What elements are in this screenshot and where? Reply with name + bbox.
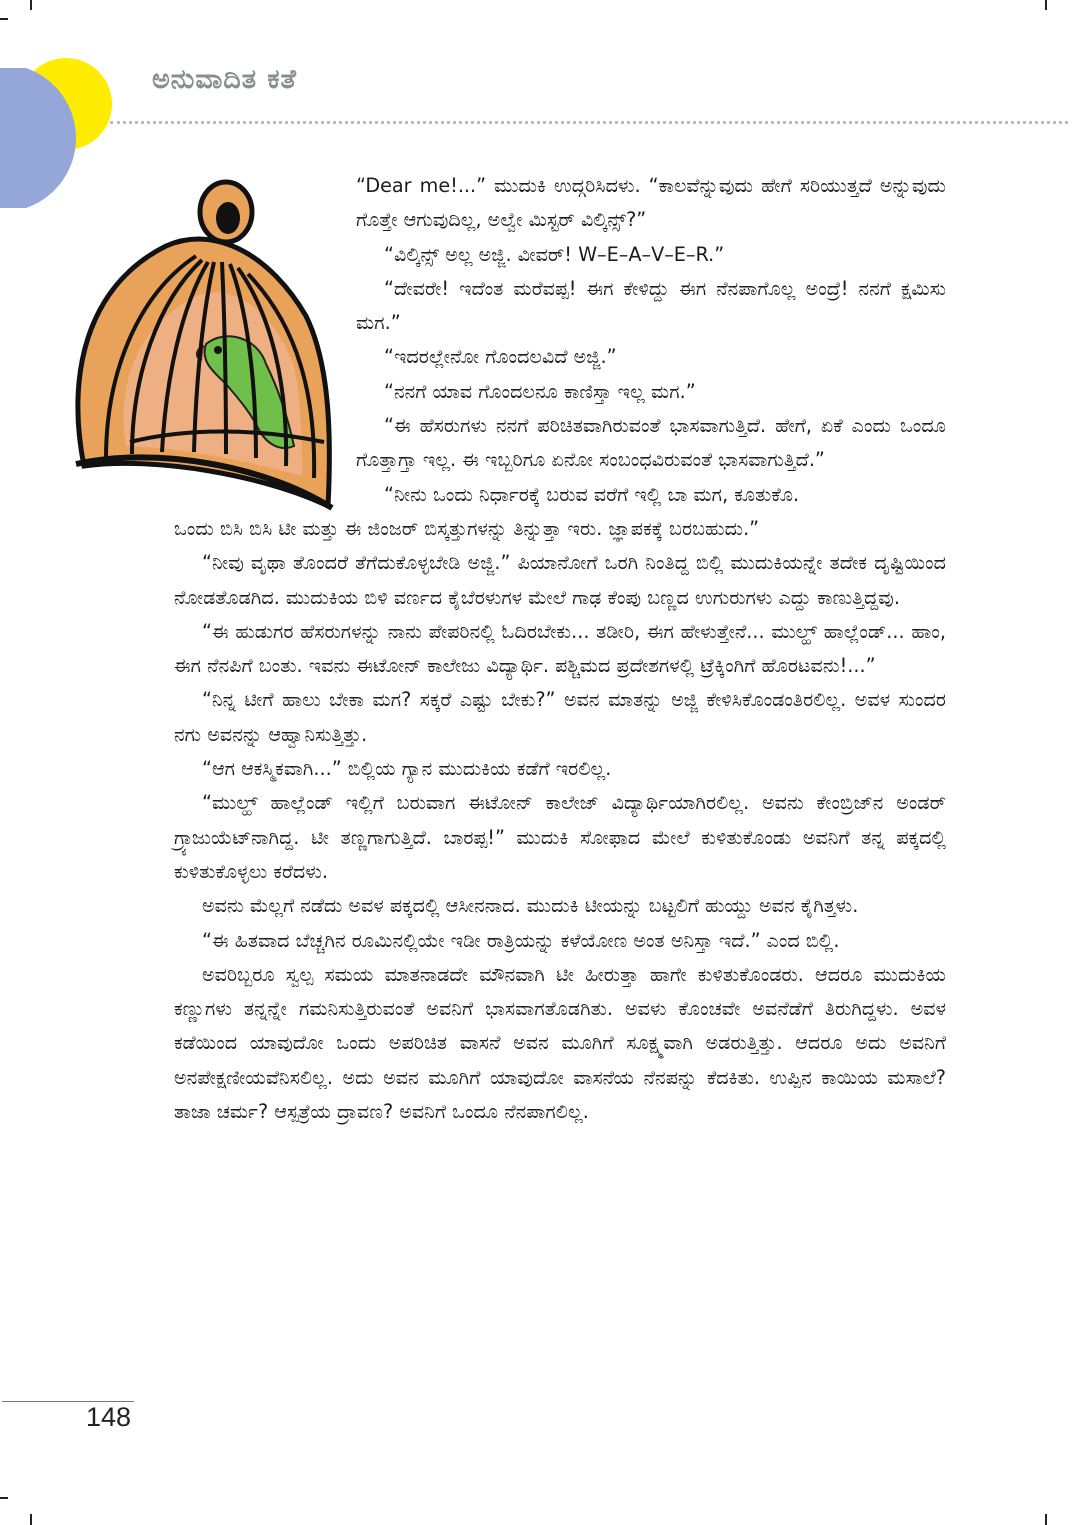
page-number: 148 [86, 1402, 132, 1432]
crop-mark [30, 0, 32, 10]
story-text [174, 169, 946, 1129]
paragraph: “ವಿಲ್ಕಿನ್ಸ್ ಅಲ್ಲ ಅಜ್ಜಿ. ವೀವರ್! W–E–A–V–E–R.” [384, 242, 725, 266]
paragraph: “ಇದರಲ್ಲೇನೋ ಗೊಂದಲವಿದೆ ಅಜ್ಜಿ.” [384, 345, 617, 369]
crop-mark [30, 1514, 32, 1525]
paragraph: “Dear me!...” ಮುದುಕಿ ಉದ್ಗರಿಸಿದಳು. “ಕಾಲವೆನ್ನುವುದು ಹೇಗೆ ಸರಿಯುತ್ತದೆ ಅನ್ನುವುದು ಗೊತ್ತೇ ಆಗುವುದಿಲ್ಲ, ಅಲ್ವೇ ಮಿಸ್ಟರ್ ವಿಲ್ಕಿನ್ಸ್?” [356, 174, 946, 232]
paragraph: “ನೀವು ವೃಥಾ ತೊಂದರೆ ತೆಗೆದುಕೊಳ್ಳಬೇಡಿ ಅಜ್ಜಿ.” ಪಿಯಾನೋಗೆ ಒರಗಿ ನಿಂತಿದ್ದ ಬಿಲ್ಲಿ ಮುದುಕಿಯನ್ನೇ ತದೇಕ ದೃಷ್ಟಿಯಿಂದ ನೋಡತೊಡಗಿದ. ಮುದುಕಿಯ ಬಿಳಿ ವರ್ಣದ ಕೈಬೆರಳುಗಳ ಮೇಲೆ ಗಾಢ ಕೆಂಪು ಬಣ್ಣದ ಉಗುರುಗಳು ಎದ್ದು ಕಾಣುತ್ತಿದ್ದವು. [174, 551, 946, 609]
crop-mark [0, 18, 8, 20]
paragraph: ಅವನು ಮೆಲ್ಲಗೆ ನಡೆದು ಅವಳ ಪಕ್ಕದಲ್ಲಿ ಆಸೀನನಾದ. ಮುದುಕಿ ಟೀಯನ್ನು ಬಟ್ಟಲಿಗೆ ಹುಯ್ದು ಅವನ ಕೈಗಿತ್ತಳು. [202, 894, 859, 918]
crop-mark [1045, 0, 1047, 10]
paragraph: “ಈ ಹುಡುಗರ ಹೆಸರುಗಳನ್ನು ನಾನು ಪೇಪರಿನಲ್ಲಿ ಓದಿರಬೇಕು... ತಡೀರಿ, ಈಗ ಹೇಳುತ್ತೇನೆ... ಮುಲ್ಹ್ ಹಾಲ್ಲೆಂಡ್... ಹಾಂ, ಈಗ ನೆನಪಿಗೆ ಬಂತು. ಇವನು ಈಟೋನ್ ಕಾಲೇಜು ವಿದ್ಯಾರ್ಥಿ. ಪಶ್ಚಿಮದ ಪ್ರದೇಶಗಳಲ್ಲಿ ಟ್ರೆಕ್ಕಿಂಗಿಗೆ ಹೊರಟವನು!...” [174, 619, 946, 678]
paragraph: “ನಿನ್ನ ಟೀಗೆ ಹಾಲು ಬೇಕಾ ಮಗ? ಸಕ್ಕರೆ ಎಷ್ಟು ಬೇಕು?” ಅವನ ಮಾತನ್ನು ಅಜ್ಜಿ ಕೇಳಿಸಿಕೊಂಡಂತಿರಲಿಲ್ಲ. ಅವಳ ಸುಂದರ ನಗು ಅವನನ್ನು ಆಹ್ವಾನಿಸುತ್ತಿತ್ತು. [174, 688, 946, 746]
paragraph: “ಈ ಹಿತವಾದ ಬೆಚ್ಚಗಿನ ರೂಮಿನಲ್ಲಿಯೇ ಇಡೀ ರಾತ್ರಿಯನ್ನು ಕಳೆಯೋಣ ಅಂತ ಅನಿಸ್ತಾ ಇದೆ.” ಎಂದ ಬಿಲ್ಲಿ. [202, 928, 840, 952]
crop-mark [0, 1497, 8, 1499]
paragraph: “ನನಗೆ ಯಾವ ಗೊಂದಲನೂ ಕಾಣಿಸ್ತಾ ಇಲ್ಲ ಮಗ.” [384, 379, 696, 403]
paragraph: “ಆಗ ಆಕಸ್ಮಿಕವಾಗಿ...” ಬಿಲ್ಲಿಯ ಗ್ಯಾನ ಮುದುಕಿಯ ಕಡೆಗೆ ಇರಲಿಲ್ಲ. [202, 757, 612, 781]
section-title: ಅನುವಾದಿತ ಕತೆ [152, 64, 297, 95]
paragraph: “ಮುಲ್ಹ್ ಹಾಲ್ಲೆಂಡ್ ಇಲ್ಲಿಗೆ ಬರುವಾಗ ಈಟೋನ್ ಕಾಲೇಜ್ ವಿದ್ಯಾರ್ಥಿಯಾಗಿರಲಿಲ್ಲ. ಅವನು ಕೇಂಬ್ರಿಜ್‌ನ ಅಂಡರ್ ಗ್ರ್ಯಾಜುಯೆಟ್‌ನಾಗಿದ್ದ. ಟೀ ತಣ್ಣಗಾಗುತ್ತಿದೆ. ಬಾರಪ್ಪ!” ಮುದುಕಿ ಸೋಫಾದ ಮೇಲೆ ಕುಳಿತುಕೊಂಡು ಅವನಿಗೆ ತನ್ನ ಪಕ್ಕದಲ್ಲಿ ಕುಳಿತುಕೊಳ್ಳಲು ಕರೆದಳು. [174, 791, 946, 883]
header-divider [110, 121, 1068, 124]
paragraph: “ನೀನು ಒಂದು ನಿರ್ಧಾರಕ್ಕೆ ಬರುವ ವರೆಗೆ ಇಲ್ಲಿ ಬಾ ಮಗ, ಕೂತುಕೊ. [384, 482, 800, 506]
paragraph: ಒಂದು ಬಿಸಿ ಬಿಸಿ ಟೀ ಮತ್ತು ಈ ಜಿಂಜರ್ ಬಿಸ್ಕತ್ತುಗಳನ್ನು ತಿನ್ನುತ್ತಾ ಇರು. ಜ್ಞಾಪಕಕ್ಕೆ ಬರಬಹುದು.” [174, 516, 760, 540]
paragraph: “ಈ ಹೆಸರುಗಳು ನನಗೆ ಪರಿಚಿತವಾಗಿರುವಂತೆ ಭಾಸವಾಗುತ್ತಿದೆ. ಹೇಗೆ, ಏಕೆ ಎಂದು ಒಂದೂ ಗೊತ್ತಾಗ್ತಾ ಇಲ್ಲ. ಈ ಇಬ್ಬರಿಗೂ ಏನೋ ಸಂಬಂಧವಿರುವಂತೆ ಭಾಸವಾಗುತ್ತಿದೆ.” [356, 414, 946, 472]
paragraph: ಅವರಿಬ್ಬರೂ ಸ್ವಲ್ಪ ಸಮಯ ಮಾತನಾಡದೇ ಮೌನವಾಗಿ ಟೀ ಹೀರುತ್ತಾ ಹಾಗೇ ಕುಳಿತುಕೊಂಡರು. ಆದರೂ ಮುದುಕಿಯ ಕಣ್ಣುಗಳು ತನ್ನನ್ನೇ ಗಮನಿಸುತ್ತಿರುವಂತೆ ಅವನಿಗೆ ಭಾಸವಾಗತೊಡಗಿತು. ಅವಳು ಕೊಂಚವೇ ಅವನೆಡೆಗೆ ತಿರುಗಿದ್ದಳು. ಅವಳ ಕಡೆಯಿಂದ ಯಾವುದೋ ಒಂದು ಅಪರಿಚಿತ ವಾಸನೆ ಅವನ ಮೂಗಿಗೆ ಸೂಕ್ಷ್ಮವಾಗಿ ಅಡರುತ್ತಿತ್ತು. ಆದರೂ ಅದು ಅವನಿಗೆ ಅನಪೇಕ್ಷಣೀಯವೆನಿಸಲಿಲ್ಲ. ಅದು ಅವನ ಮೂಗಿಗೆ ಯಾವುದೋ ವಾಸನೆಯ ನೆನಪನ್ನು ಕೆದಕಿತು. ಉಪ್ಪಿನ ಕಾಯಿಯ ಮಸಾಲೆ? ತಾಜಾ ಚರ್ಮ? ಆಸ್ಪತ್ರೆಯ ದ್ರಾವಣ? ಅವನಿಗೆ ಒಂದೂ ನೆನಪಾಗಲಿಲ್ಲ. [174, 962, 946, 1124]
crop-mark [1045, 1514, 1047, 1525]
paragraph: “ದೇವರೇ! ಇದೆಂತ ಮರೆವಪ್ಪ! ಈಗ ಕೇಳಿದ್ದು ಈಗ ನೆನಪಾಗೊಲ್ಲ ಅಂದ್ರೆ! ನನಗೆ ಕ್ಷಮಿಸು ಮಗ.” [356, 276, 946, 335]
